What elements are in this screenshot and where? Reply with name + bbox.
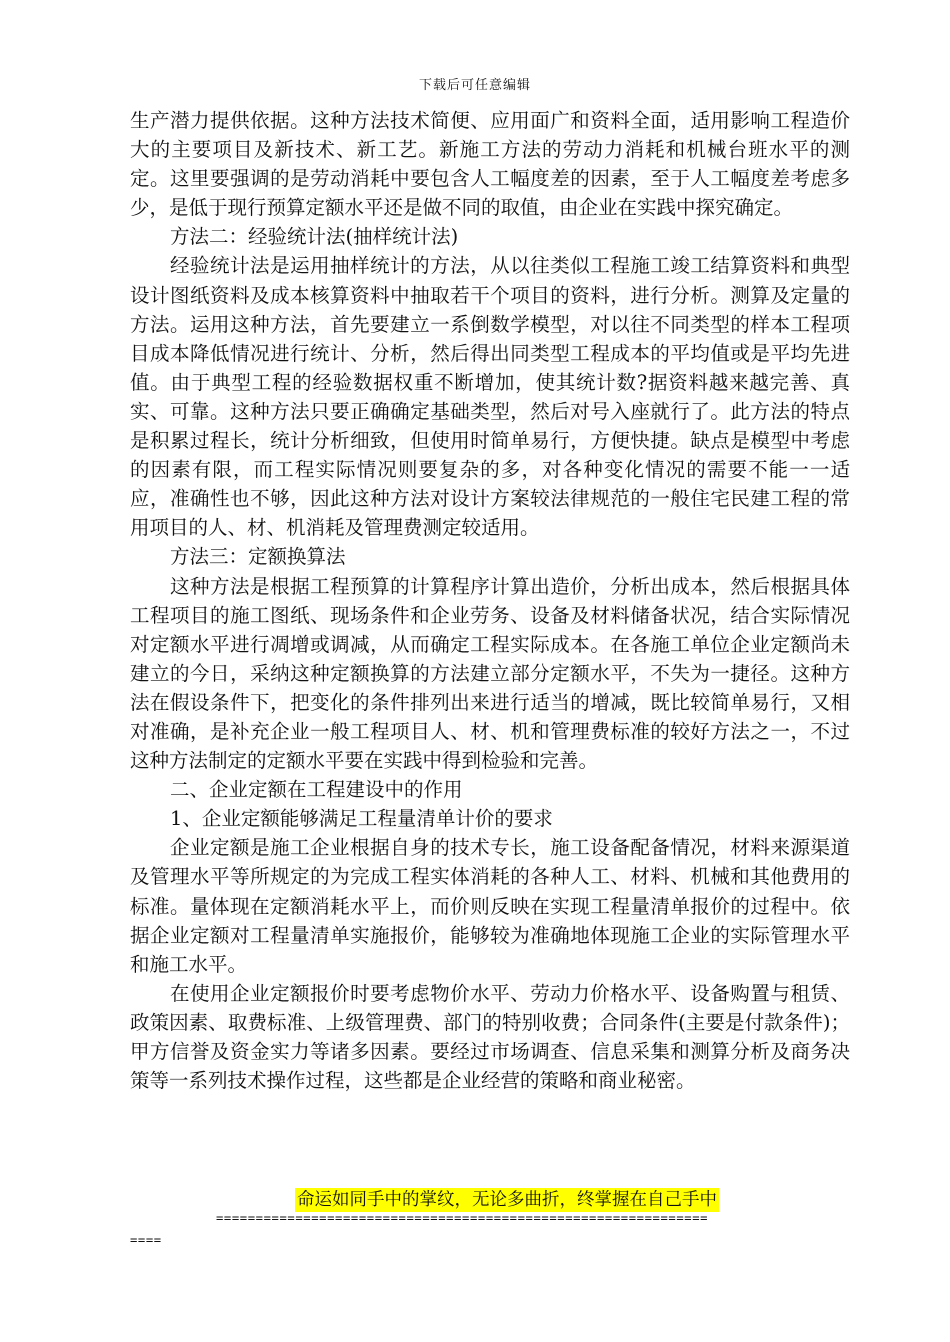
- paragraph-continuation: 生产潜力提供依据。这种方法技术简便、应用面广和资料全面，适用影响工程造价大的主要项目及新技术、新工艺。新施工方法的劳动力消耗和机械台班水平的测定。这里要强调的是劳动消耗中要包含人工幅度差的因素，至于人工幅度差考虑多少，是低于现行预算定额水平还是做不同的取值，由企业在实践中探究确定。: [130, 109, 850, 220]
- document-body: [130, 106, 850, 1095]
- paragraph-enterprise-quota: 企业定额是施工企业根据自身的技术专长，施工设备配备情况，材料来源渠道及管理水平等所规定的为完成工程实体消耗的各种人工、材料、机械和其他费用的标准。量体现在定额消耗水平上，而价则反映在实现工程量清单报价的过程中。依据企业定额对工程量清单实施报价，能够较为准确地体现施工企业的实际管理水平和施工水平。: [130, 836, 850, 976]
- heading-method-three: 方法三：定额换算法: [170, 545, 346, 569]
- separator-line-wrap: ====: [130, 1233, 162, 1247]
- footer-quote-wrap: [0, 1188, 950, 1212]
- separator-line: ==============================================================: [216, 1211, 709, 1225]
- paragraph-method-three: 这种方法是根据工程预算的计算程序计算出造价，分析出成本，然后根据具体工程项目的施工图纸、现场条件和企业劳务、设备及材料储备状况，结合实际情况对定额水平进行凋增或调减，从而确定工程实际成本。在各施工单位企业定额尚未建立的今日，采纳这种定额换算的方法建立部分定额水平，不失为一捷径。这种方法在假设条件下，把变化的条件排列出来进行适当的增减，既比较简单易行，又相对准确，是补充企业一般工程项目人、材、机和管理费标准的较好方法之一，不过这种方法制定的定额水平要在实践中得到检验和完善。: [130, 574, 850, 773]
- paragraph-quota-pricing: 在使用企业定额报价时要考虑物价水平、劳动力价格水平、设备购置与租赁、政策因素、取费标准、上级管理费、部门的特别收费；合同条件(主要是付款条件)；甲方信誉及资金实力等诸多因素。要经过市场调查、信息采集和测算分析及商务决策等一系列技术操作过程，这些都是企业经营的策略和商业秘密。: [130, 981, 850, 1093]
- heading-method-two: 方法二：经验统计法(抽样统计法): [170, 225, 459, 249]
- highlighted-quote: 命运如同手中的掌纹，无论多曲折，终掌握在自己手中: [297, 1190, 717, 1210]
- section-heading-two: 二、企业定额在工程建设中的作用: [170, 778, 463, 802]
- page-header: 下载后可任意编辑: [418, 78, 531, 93]
- paragraph-method-two: 经验统计法是运用抽样统计的方法，从以往类似工程施工竣工结算资料和典型设计图纸资料及成本核算资料中抽取若干个项目的资料，进行分析。测算及定量的方法。运用这种方法，首先要建立一系倒数学模型，对以往不同类型的样本工程项目成本降低情况进行统计、分析，然后得出同类型工程成本的平均值或是平均先进值。由于典型工程的经验数据权重不断增加，使其统计数?据资料越来越完善、真实、可靠。这种方法只要正确确定基础类型，然后对号入座就行了。此方法的特点是积累过程长，统计分析细致，但使用时简单易行，方便快捷。缺点是模型中考虑的因素有限，而工程实际情况则要复杂的多，对各种变化情况的需要不能一一适应，准确性也不够，因此这种方法对设计方案较法律规范的一般住宅民建工程的常用项目的人、材、机消耗及管理费测定较适用。: [130, 254, 850, 540]
- subsection-heading-one: 1、企业定额能够满足工程量清单计价的要求: [170, 807, 553, 831]
